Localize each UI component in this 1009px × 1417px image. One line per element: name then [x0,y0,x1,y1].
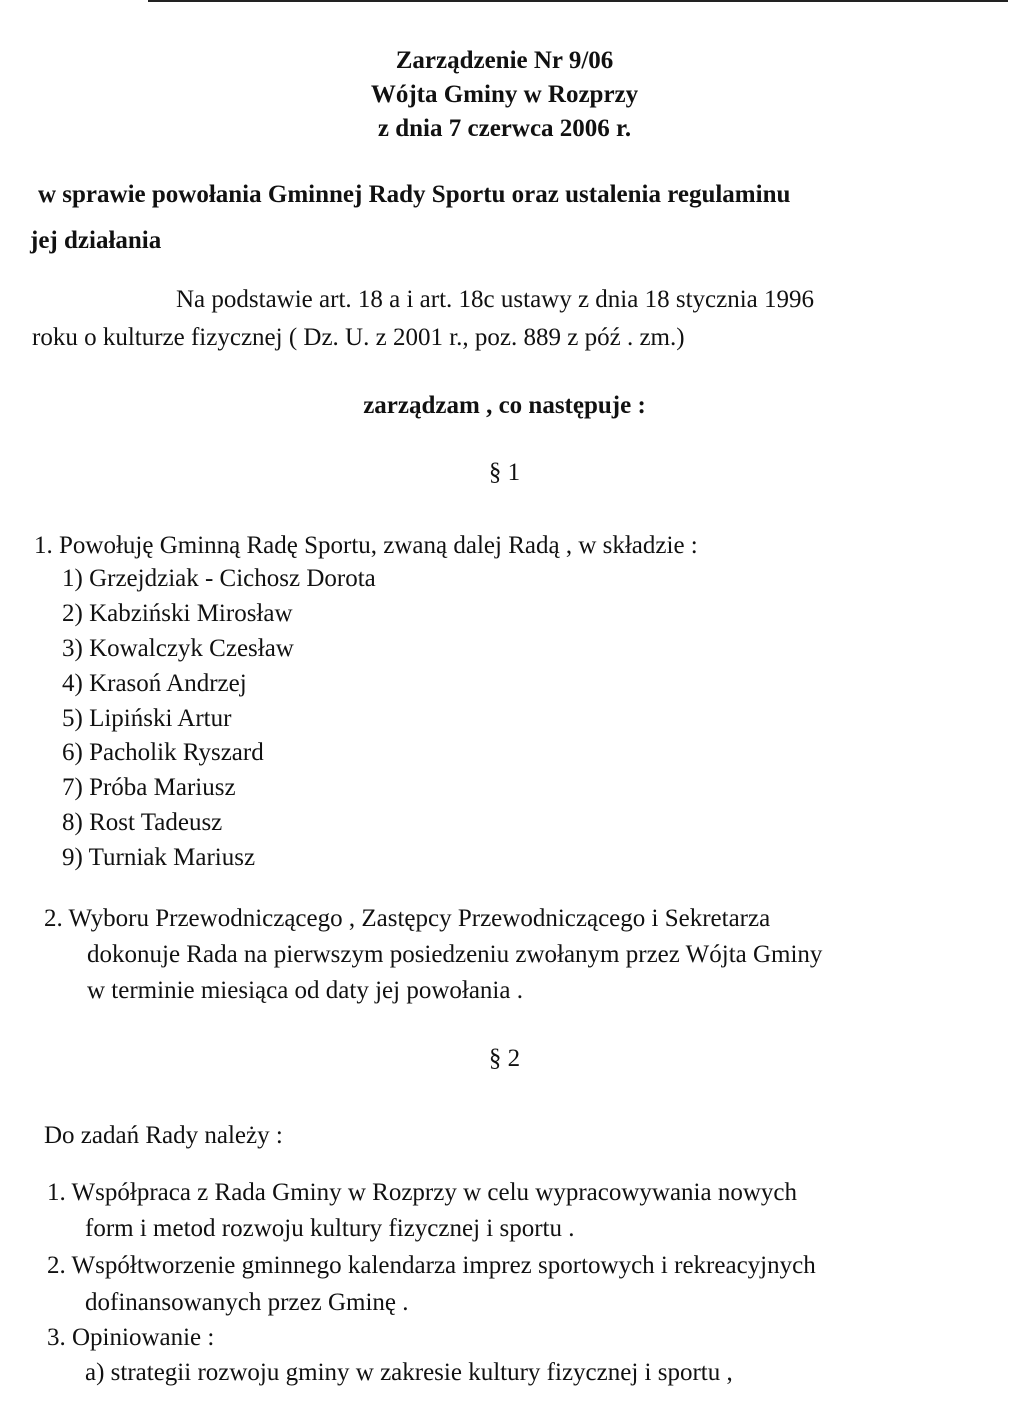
task-2-line-1: 2. Współtworzenie gminnego kalendarza imprez sportowych i rekreacyjnych [47,1252,816,1279]
section-2-intro: Do zadań Rady należy : [44,1122,283,1149]
section-2-heading: § 2 [488,1045,521,1072]
title-line-3: z dnia 7 czerwca 2006 r. [377,115,632,142]
member-item: 3) Kowalczyk Czesław [62,635,294,662]
member-item: 5) Lipiński Artur [62,705,232,732]
subject-line-1: w sprawie powołania Gminnej Rady Sportu oraz ustalenia regulaminu [38,181,791,208]
subject-line-2: jej działania [30,227,162,254]
legal-basis-line-2: roku o kulturze fizycznej ( Dz. U. z 2001 r., poz. 889 z póź . zm.) [32,324,685,351]
member-item: 6) Pacholik Ryszard [62,739,264,766]
member-item: 2) Kabziński Mirosław [62,600,293,627]
member-item: 8) Rost Tadeusz [62,809,223,836]
section-1-point-2-line-1: 2. Wyboru Przewodniczącego , Zastępcy Przewodniczącego i Sekretarza [44,905,771,932]
task-3-a: a) strategii rozwoju gminy w zakresie kultury fizycznej i sportu , [85,1359,733,1386]
title-line-2: Wójta Gminy w Rozprzy [370,81,639,108]
task-2-line-2: dofinansowanych przez Gminę . [85,1289,409,1316]
section-1-heading: § 1 [488,459,521,486]
top-rule [148,0,1008,2]
section-1-point-2-line-3: w terminie miesiąca od daty jej powołania . [87,977,523,1004]
task-3: 3. Opiniowanie : [47,1324,215,1351]
member-item: 1) Grzejdziak - Cichosz Dorota [62,565,376,592]
title-line-1: Zarządzenie Nr 9/06 [395,47,614,74]
task-1-line-1: 1. Współpraca z Rada Gminy w Rozprzy w celu wypracowywania nowych [47,1179,797,1206]
member-item: 9) Turniak Mariusz [62,844,256,871]
legal-basis-line-1: Na podstawie art. 18 a i art. 18c ustawy z dnia 18 stycznia 1996 [176,286,815,313]
member-item: 4) Krasoń Andrzej [62,670,247,697]
task-1-line-2: form i metod rozwoju kultury fizycznej i sportu . [85,1215,575,1242]
section-1-point-1: 1. Powołuję Gminną Radę Sportu, zwaną dalej Radą , w składzie : [34,532,698,559]
member-item: 7) Próba Mariusz [62,774,236,801]
section-1-point-2-line-2: dokonuje Rada na pierwszym posiedzeniu zwołanym przez Wójta Gminy [87,941,823,968]
decree-statement: zarządzam , co następuje : [363,392,646,419]
